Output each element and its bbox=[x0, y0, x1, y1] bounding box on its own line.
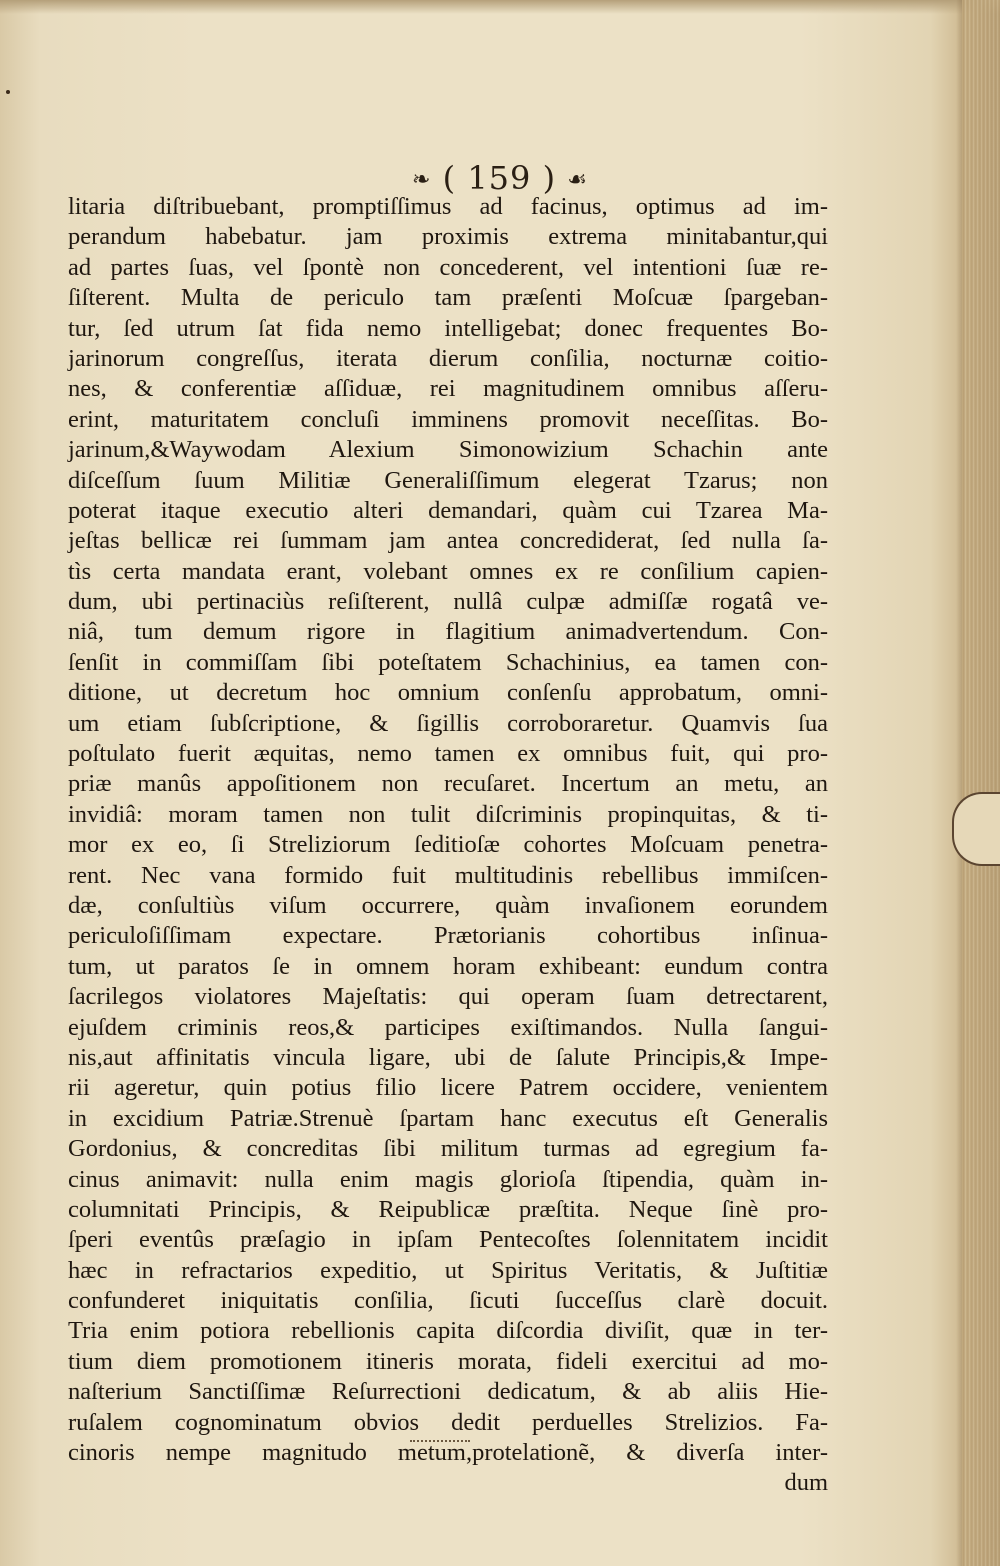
text-line: tur, ſed utrum ſat fida nemo intelligebat; donec frequentes Bo- bbox=[68, 314, 828, 342]
text-line: confunderet iniquitatis conſilia, ſicuti ſucceſſus clarè docuit. bbox=[68, 1287, 828, 1315]
ink-speck bbox=[6, 90, 10, 94]
text-line: jarinum,&Waywodam Alexium Simonowizium Schachin ante bbox=[68, 436, 828, 464]
text-line: dum, ubi pertinaciùs reſiſterent, nullâ culpæ admiſſæ rogatâ ve- bbox=[68, 588, 828, 616]
text-line: nis,aut affinitatis vincula ligare, ubi de ſalute Principis,& Impe- bbox=[68, 1043, 828, 1071]
text-line: naſterium Sanctiſſimæ Reſurrectioni dedicatum, & ab aliis Hie- bbox=[68, 1378, 828, 1406]
right-ornament-icon: ☙ bbox=[567, 167, 588, 193]
text-line: Tria enim potiora rebellionis capita diſcordia diviſit, quæ in ter- bbox=[68, 1317, 828, 1345]
text-line: hæc in refractarios expeditio, ut Spiritus Veritatis, & Juſtitiæ bbox=[68, 1256, 828, 1284]
page-number: ( 159 ) bbox=[442, 159, 557, 197]
text-line: in excidium Patriæ.Strenuè ſpartam hanc executus eſt Generalis bbox=[68, 1104, 828, 1132]
text-line: jarinorum congreſſus, iterata dierum conſilia, nocturnæ coitio- bbox=[68, 344, 828, 372]
text-line: litaria diſtribuebant, promptiſſimus ad facinus, optimus ad im- bbox=[68, 193, 828, 220]
text-line: ditione, ut decretum hoc omnium conſenſu approbatum, omni- bbox=[68, 679, 828, 707]
text-line: tum, ut paratos ſe in omnem horam exhibeant: eundum contra bbox=[68, 952, 828, 980]
text-line: poſtulato fuerit æquitas, nemo tamen ex omnibus fuit, qui pro- bbox=[68, 740, 828, 768]
text-line: um etiam ſubſcriptione, & ſigillis corroboraretur. Quamvis ſua bbox=[68, 709, 828, 737]
text-line: erint, maturitatem concluſi imminens promovit neceſſitas. Bo- bbox=[68, 405, 828, 433]
text-line: rii ageretur, quin potius filio licere Patrem occidere, venientem bbox=[68, 1074, 828, 1102]
catchword: dum bbox=[784, 1469, 828, 1497]
text-line: columnitati Principis, & Reipublicæ præſtita. Neque ſinè pro- bbox=[68, 1195, 828, 1223]
text-line: nes, & conferentiæ aſſiduæ, rei magnitudinem omnibus aſſeru- bbox=[68, 375, 828, 403]
page-stack-edge bbox=[962, 0, 1000, 1566]
thumb-tab bbox=[952, 792, 1000, 866]
text-line: priæ manûs appoſitionem non recuſaret. Incertum an metu, an bbox=[68, 770, 828, 798]
text-line: cinoris nempe magnitudo metum,protelationẽ, & diverſa inter- bbox=[68, 1439, 828, 1467]
page-top-shadow bbox=[0, 0, 1000, 14]
text-line: tium diem promotionem itineris morata, fideli exercitui ad mo- bbox=[68, 1347, 828, 1375]
text-line: mor ex eo, ſi Streliziorum ſeditioſæ cohortes Moſcuam penetra- bbox=[68, 831, 828, 859]
bottom-ink-mark bbox=[410, 1440, 470, 1444]
text-line: jeſtas bellicæ rei ſummam jam antea concrediderat, ſed nulla ſa- bbox=[68, 527, 828, 555]
text-line: tìs certa mandata erant, volebant omnes ex re conſilium capien- bbox=[68, 557, 828, 585]
text-line: ſacrilegos violatores Majeſtatis: qui operam ſuam detrectarent, bbox=[68, 983, 828, 1011]
text-line: niâ, tum demum rigore in flagitium animadvertendum. Con- bbox=[68, 618, 828, 646]
text-line: ſiſterent. Multa de periculo tam præſenti Moſcuæ ſpargeban- bbox=[68, 284, 828, 312]
text-line: dæ, conſultiùs viſum occurrere, quàm invaſionem eorundem bbox=[68, 891, 828, 919]
text-line: diſceſſum ſuum Militiæ Generaliſſimum elegerat Tzarus; non bbox=[68, 466, 828, 494]
body-text bbox=[68, 192, 828, 1499]
text-line: perandum habebatur. jam proximis extrema minitabantur,qui bbox=[68, 223, 828, 251]
text-line: rent. Nec vana formido fuit multitudinis rebellibus immiſcen- bbox=[68, 861, 828, 889]
text-line: poterat itaque executio alteri demandari, quàm cui Tzarea Ma- bbox=[68, 496, 828, 524]
text-line: ad partes ſuas, vel ſpontè non concederent, vel intentioni ſuæ re- bbox=[68, 253, 828, 281]
text-line: ruſalem cognominatum obvios dedit perduelles Strelizios. Fa- bbox=[68, 1408, 828, 1436]
text-line: cinus animavit: nulla enim magis glorioſa ſtipendia, quàm in- bbox=[68, 1165, 828, 1193]
left-ornament-icon: ❧ bbox=[412, 167, 432, 193]
text-line: ſenſit in commiſſam ſibi poteſtatem Schachinius, ea tamen con- bbox=[68, 648, 828, 676]
text-line: Gordonius, & concreditas ſibi militum turmas ad egregium fa- bbox=[68, 1135, 828, 1163]
text-line: ſperi eventûs præſagio in ipſam Pentecoſtes ſolennitatem incidit bbox=[68, 1226, 828, 1254]
text-line: ejuſdem criminis reos,& participes exiſtimandos. Nulla ſangui- bbox=[68, 1013, 828, 1041]
text-line: periculoſiſſimam expectare. Prætorianis cohortibus inſinua- bbox=[68, 922, 828, 950]
text-line: invidiâ: moram tamen non tulit diſcriminis propinquitas, & ti- bbox=[68, 800, 828, 828]
